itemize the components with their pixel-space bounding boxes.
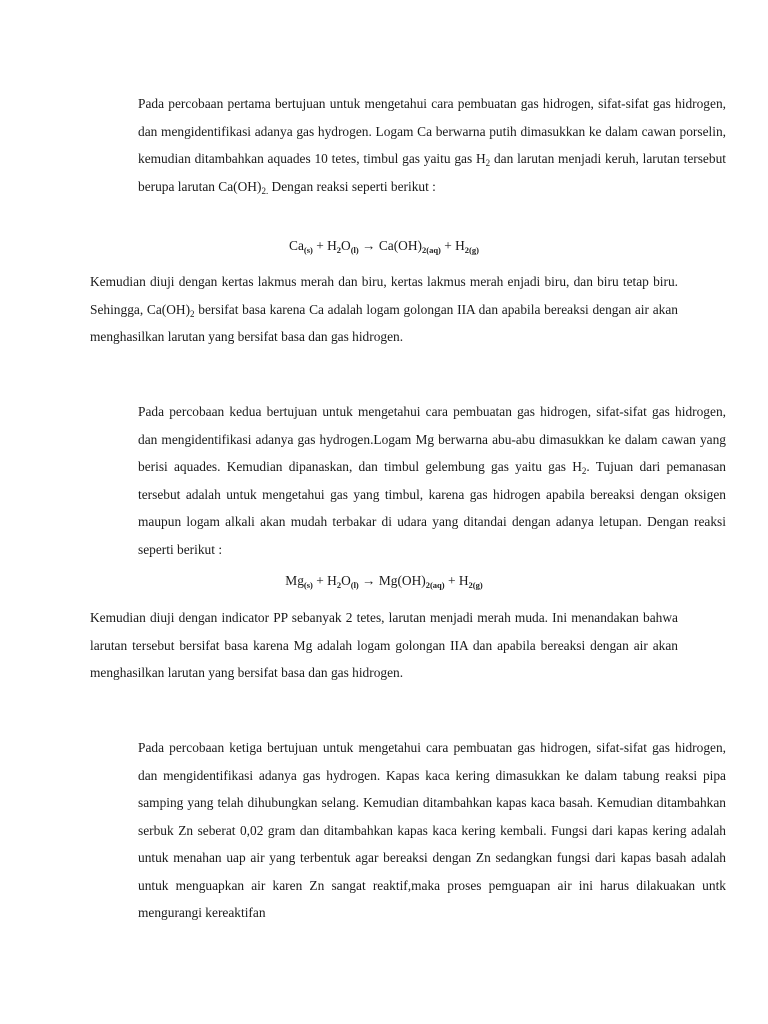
paragraph-2-text-b: bersifat basa karena Ca adalah logam golongan IIA dan apabila bereaksi dengan air akan menghasilkan larutan yang bersifat basa dan gas hidrogen. xyxy=(90,301,678,344)
subscript: 2(aq) xyxy=(425,580,445,590)
paragraph-1-text-c: Dengan reaksi seperti berikut : xyxy=(268,178,436,194)
equation-term: → Ca(OH) xyxy=(358,238,422,253)
subscript: 2 xyxy=(485,158,491,168)
equation-term: + H xyxy=(440,238,465,253)
subscript: (s) xyxy=(303,580,313,590)
equation-term: Ca xyxy=(289,238,304,253)
equation-term: Mg xyxy=(285,573,304,588)
paragraph-1-text-a: Pada percobaan pertama bertujuan untuk mengetahui cara pembuatan gas hidrogen, sifat-sifat gas hidrogen, dan mengidentifikasi adanya gas hydrogen. Logam Ca berwarna putih dimasukkan ke dalam cawan porselin, kemudian ditambahkan aquades 10 tetes, timbul gas yaitu gas H xyxy=(138,96,726,166)
subscript: 2 xyxy=(336,245,342,255)
subscript: 2 xyxy=(581,466,587,476)
equation-term: + H xyxy=(444,573,469,588)
equation-1 xyxy=(90,236,678,256)
paragraph-1-text-b: dan larutan menjadi keruh, larutan tersebut berupa larutan Ca(OH) xyxy=(138,151,726,194)
paragraph-3 xyxy=(90,398,726,563)
paragraph-2 xyxy=(90,268,678,351)
equation-term: + H xyxy=(312,238,337,253)
paragraph-5: Pada percobaan ketiga bertujuan untuk mengetahui cara pembuatan gas hidrogen, sifat-sifat gas hidrogen, dan mengidentifikasi adanya gas hydrogen. Kapas kaca kering dimasukkan ke dalam tabung reaksi pipa samping yang telah dihubungkan selang. Kemudian ditambahkan kapas kaca basah. Kemudian ditambahkan serbuk Zn seberat 0,02 gram dan ditambahkan kapas kaca kering kembali. Fungsi dari kapas kering adalah untuk menahan uap air yang terbentuk agar bereaksi dengan Zn sedangkan fungsi dari kapas basah adalah untuk menguapkan air karen Zn sangat reaktif,maka proses pemguapan air ini harus dilakuakan untk mengurangi kereaktifan xyxy=(138,740,726,920)
paragraph-4: Kemudian diuji dengan indicator PP sebanyak 2 tetes, larutan menjadi merah muda. Ini menandakan bahwa larutan tersebut bersifat basa karena Mg adalah logam golongan IIA dan apabila bereaksi dengan air akan menghasilkan larutan yang bersifat basa dan gas hidrogen. xyxy=(90,610,678,680)
paragraph-3-text-b: . Tujuan dari pemanasan tersebut adalah untuk mengetahui gas yang timbul, karena gas hidrogen apabila bereaksi dengan oksigen maupun logam alkali akan mudah terbakar di udara yang ditandai dengan adanya letupan. Dengan reaksi seperti berikut : xyxy=(138,459,726,557)
subscript: 2(g) xyxy=(468,580,483,590)
subscript: 2. xyxy=(261,185,269,196)
equation-term: + H xyxy=(312,573,337,588)
subscript: 2(aq) xyxy=(421,245,441,255)
equation-term: → Mg(OH) xyxy=(358,573,426,588)
subscript: 2(g) xyxy=(464,245,479,255)
equation-2 xyxy=(90,571,678,591)
equation-term: O xyxy=(341,238,351,253)
subscript: 2 xyxy=(336,580,342,590)
paragraph-1 xyxy=(90,90,726,200)
subscript: (l) xyxy=(350,245,359,255)
subscript: (s) xyxy=(303,245,313,255)
paragraph-3-text-a: Pada percobaan kedua bertujuan untuk mengetahui cara pembuatan gas hidrogen, sifat-sifat gas hidrogen, dan mengidentifikasi adanya gas hydrogen.Logam Mg berwarna abu-abu dimasukkan ke dalam cawan yang berisi aquades. Kemudian dipanaskan, dan timbul gelembung gas yaitu gas H xyxy=(138,404,726,474)
equation-term: O xyxy=(341,573,351,588)
subscript: 2 xyxy=(190,308,195,319)
paragraph-2-text-a: Kemudian diuji dengan kertas lakmus merah dan biru, kertas lakmus merah enjadi biru, dan biru tetap biru. Sehingga, Ca(OH) xyxy=(90,274,678,317)
subscript: (l) xyxy=(350,580,359,590)
